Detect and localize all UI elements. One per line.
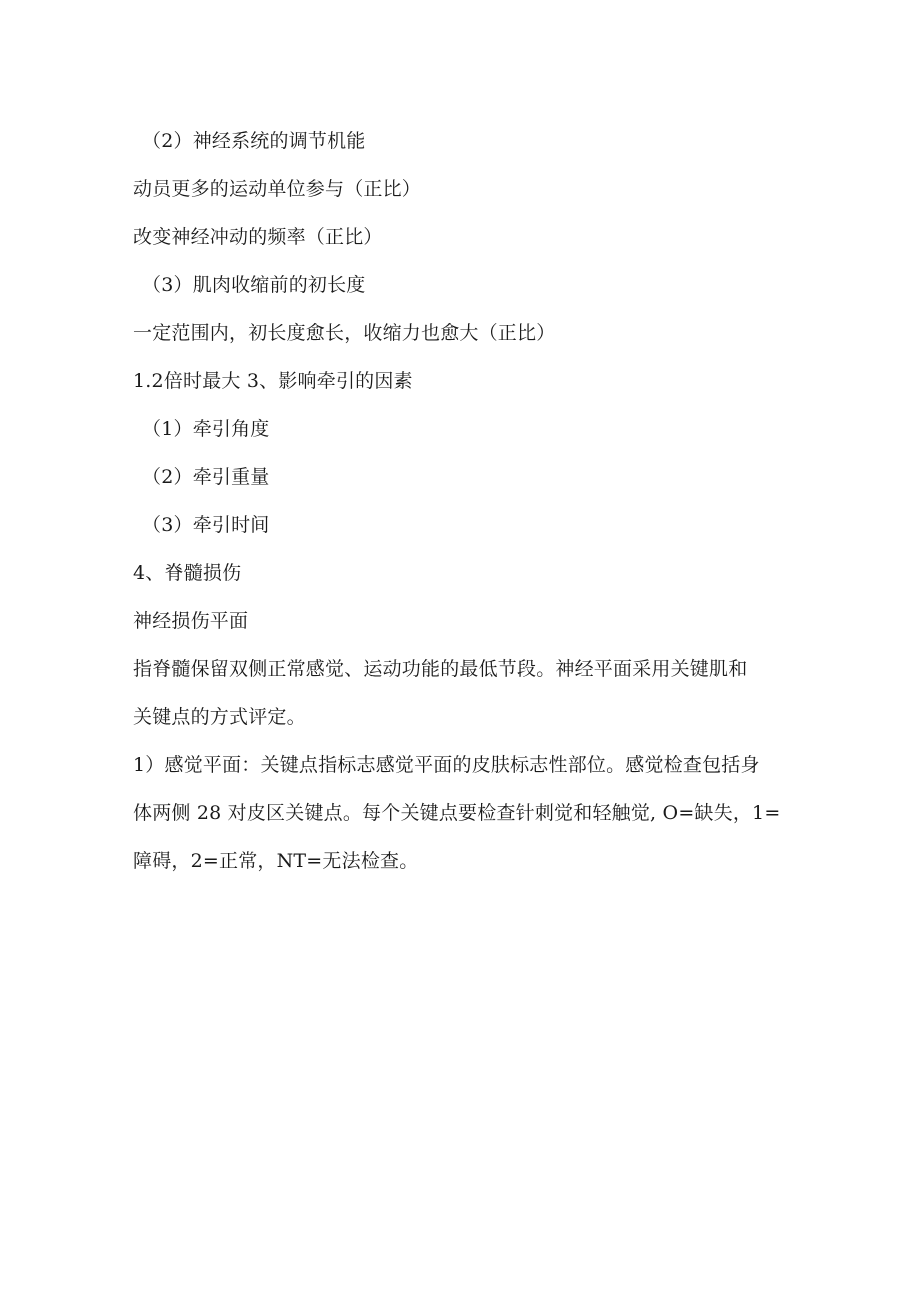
text-line: （2）神经系统的调节机能 xyxy=(142,130,366,152)
text-line: （1）牵引角度 xyxy=(142,418,270,440)
text-line: 动员更多的运动单位参与（正比） xyxy=(133,178,422,200)
text-line: 指脊髓保留双侧正常感觉、运动功能的最低节段。神经平面采用关键肌和 xyxy=(133,658,748,680)
text-line: （2）牵引重量 xyxy=(142,466,270,488)
text-line: （3）肌肉收缩前的初长度 xyxy=(142,274,366,296)
text-line: 一定范围内，初长度愈长，收缩力也愈大（正比） xyxy=(133,322,556,344)
text-line: 1.2倍时最大 3、影响牵引的因素 xyxy=(133,370,413,392)
text-line: 神经损伤平面 xyxy=(133,610,249,632)
text-line: 改变神经冲动的频率（正比） xyxy=(133,226,383,248)
text-line: 4、脊髓损伤 xyxy=(133,562,242,584)
text-line: 障碍，2=正常，NT=无法检查。 xyxy=(133,850,419,872)
text-line: 1）感觉平面：关键点指标志感觉平面的皮肤标志性部位。感觉检查包括身 xyxy=(133,754,760,776)
text-line: 关键点的方式评定。 xyxy=(133,706,306,728)
text-line: （3）牵引时间 xyxy=(142,514,270,536)
text-line: 体两侧 28 对皮区关键点。每个关键点要检查针刺觉和轻触觉, O=缺失，1= xyxy=(133,802,781,824)
